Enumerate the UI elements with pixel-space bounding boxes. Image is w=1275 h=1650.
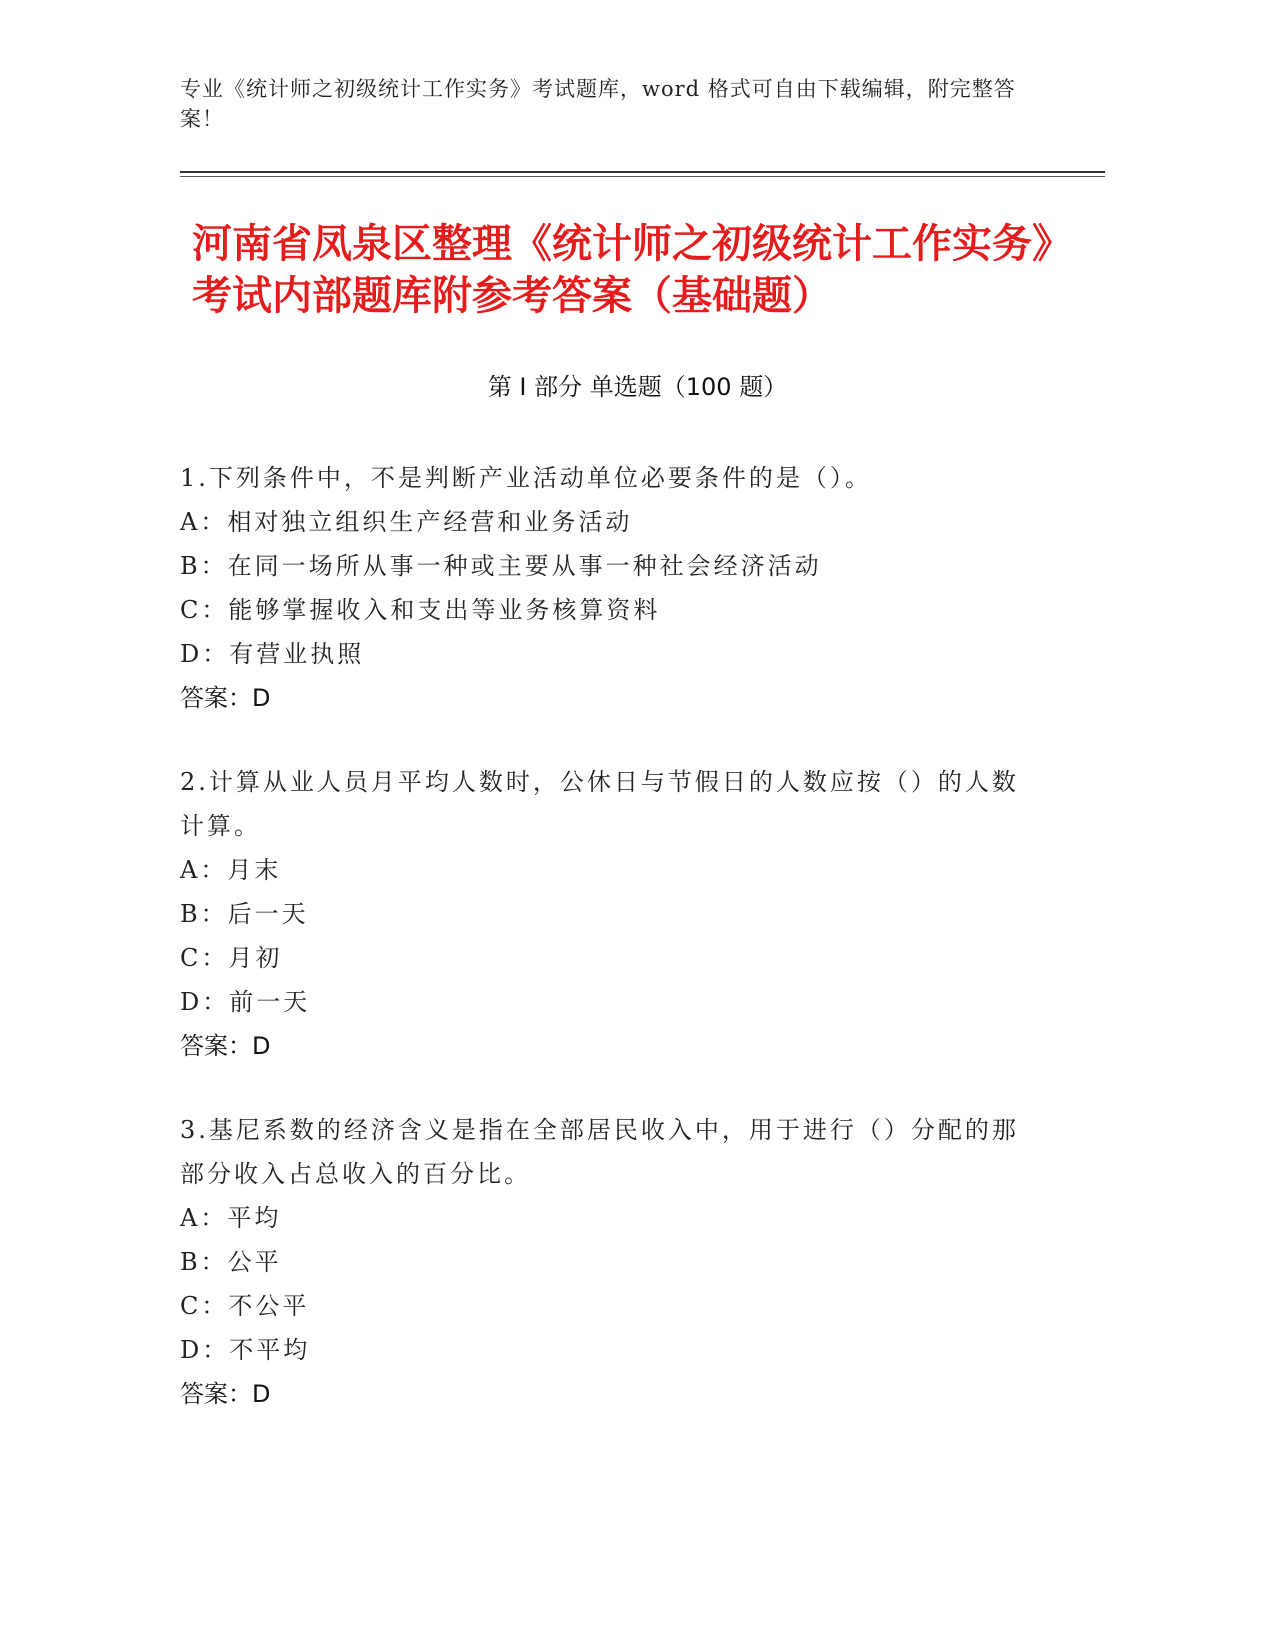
header-note: 专业《统计师之初级统计工作实务》考试题库，word 格式可自由下载编辑，附完整答案！ xyxy=(180,77,1016,131)
option-d: D：前一天 xyxy=(180,988,311,1016)
answer: 答案：D xyxy=(180,1032,271,1060)
document-title: 河南省凤泉区整理《统计师之初级统计工作实务》考试内部题库附参考答案（基础题） xyxy=(192,221,1072,319)
question-1 xyxy=(180,456,1020,720)
question-stem: 2.计算从业人员月平均人数时，公休日与节假日的人数应按（）的人数计算。 xyxy=(180,768,1019,840)
question-stem: 3.基尼系数的经济含义是指在全部居民收入中，用于进行（）分配的那部分收入占总收入的百分比。 xyxy=(180,1116,1019,1188)
option-a: A：相对独立组织生产经营和业务活动 xyxy=(180,508,633,536)
option-a: A：月末 xyxy=(180,856,282,884)
option-d: D：不平均 xyxy=(180,1336,311,1364)
option-b: B：后一天 xyxy=(180,900,309,928)
question-3 xyxy=(180,1108,1020,1416)
option-b: B：在同一场所从事一种或主要从事一种社会经济活动 xyxy=(180,552,822,580)
section-heading: 第 I 部分 单选题（100 题） xyxy=(487,373,788,401)
header-divider-thin xyxy=(180,176,1105,177)
question-2 xyxy=(180,760,1020,1068)
option-c: C：月初 xyxy=(180,944,283,972)
option-c: C：不公平 xyxy=(180,1292,310,1320)
option-d: D：有营业执照 xyxy=(180,640,365,668)
header-divider-thick xyxy=(180,171,1105,173)
option-a: A：平均 xyxy=(180,1204,282,1232)
option-b: B：公平 xyxy=(180,1248,282,1276)
question-list xyxy=(180,456,1020,1456)
answer: 答案：D xyxy=(180,1380,271,1408)
question-stem: 1.下列条件中，不是判断产业活动单位必要条件的是（）。 xyxy=(180,464,872,492)
option-c: C：能够掌握收入和支出等业务核算资料 xyxy=(180,596,661,624)
answer: 答案：D xyxy=(180,684,271,712)
